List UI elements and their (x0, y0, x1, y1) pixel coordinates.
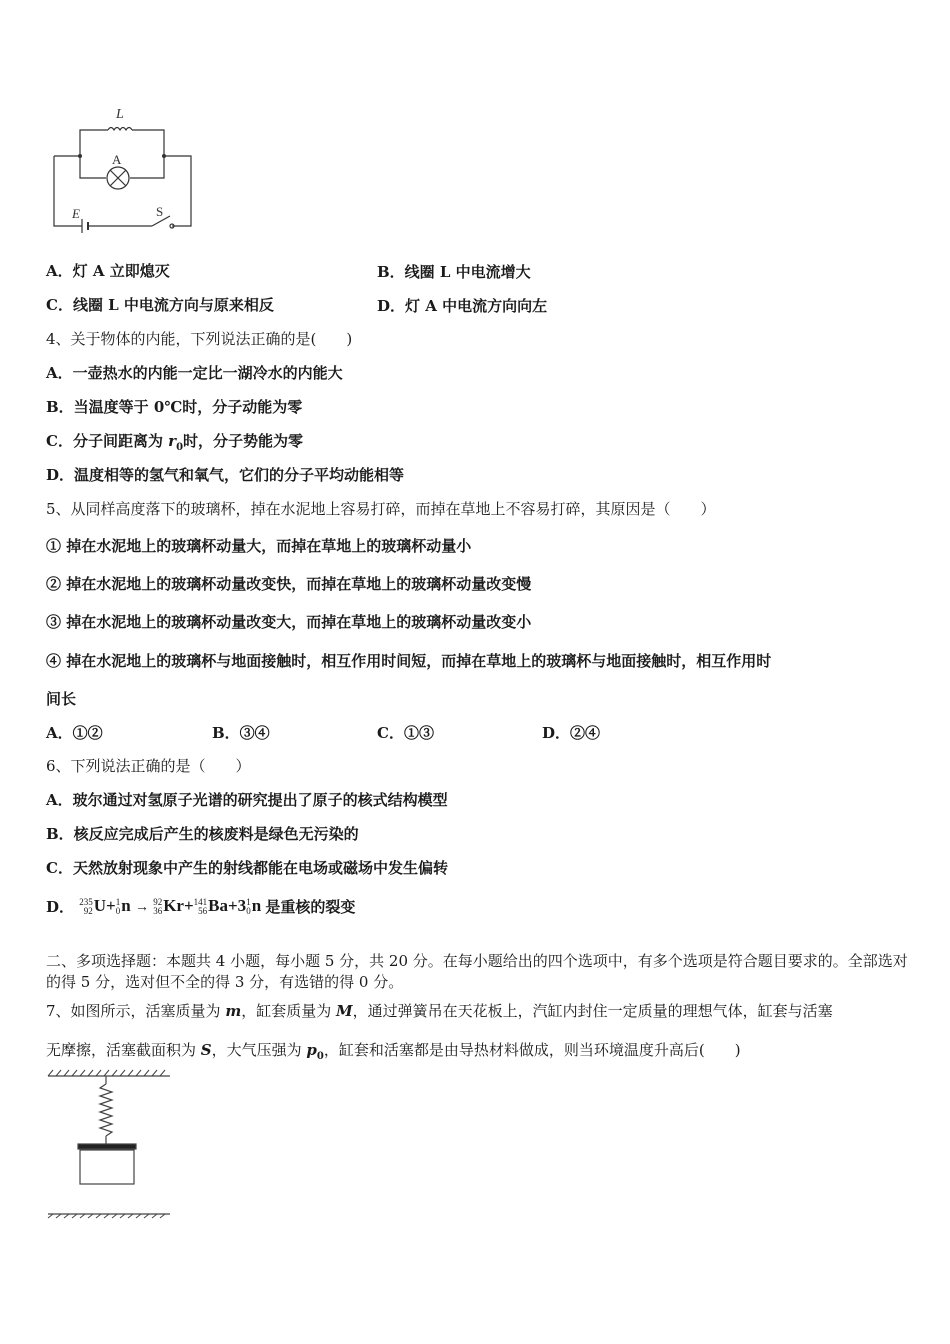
q5-option-d: D．②④ (542, 724, 601, 742)
q3-option-d: D．灯 A 中电流方向向左 (377, 297, 548, 315)
section-2-header: 二、多项选择题：本题共 4 小题，每小题 5 分，共 20 分。在每小题给出的四个选项中，有多个选项是符合题目要求的。全部选对的得 5 分，选对但不全的得 3 分，有选错的得 0 分。 (46, 952, 908, 991)
q6-option-a: A．玻尔通过对氢原子光谱的研究提出了原子的核式结构模型 (46, 791, 448, 809)
q6-option-b: B．核反应完成后产生的核废料是绿色无污染的 (46, 825, 359, 843)
q4-option-d: D．温度相等的氢气和氧气，它们的分子平均动能相等 (46, 466, 405, 484)
q3-option-a: A．灯 A 立即熄灭 (46, 262, 170, 280)
q4-option-b: B．当温度等于 0℃时，分子动能为零 (46, 398, 303, 416)
q5-options (0, 722, 950, 742)
q4-option-a: A．一壶热水的内能一定比一湖冷水的内能大 (46, 364, 343, 382)
label-L: L (116, 107, 124, 122)
q5-statement-1: ① 掉在水泥地上的玻璃杯动量大，而掉在草地上的玻璃杯动量小 (46, 537, 472, 555)
fission-equation: 235 92U+1 0n → 92 36Kr+141 56Ba+31 0n (79, 896, 262, 917)
q5-option-b: B．③④ (212, 724, 270, 742)
label-A: A (112, 152, 122, 167)
q4-stem: 4、关于物体的内能，下列说法正确的是( ) (46, 330, 353, 348)
q5-statement-3: ③ 掉在水泥地上的玻璃杯动量改变大，而掉在草地上的玻璃杯动量改变小 (46, 613, 532, 631)
q6-stem: 6、下列说法正确的是（ ） (46, 757, 251, 775)
q4-option-c: C．分子间距离为 $r_0$时，分子势能为零 (46, 432, 304, 453)
q7-stem-line2: 无摩擦，活塞截面积为 S，大气压强为 $p_0$，缸套和活塞都是由导热材料做成，则当环境温度升高后( ) (46, 1041, 741, 1062)
cylinder-diagram (44, 1068, 174, 1220)
q5-statement-2: ② 掉在水泥地上的玻璃杯动量改变快，而掉在草地上的玻璃杯动量改变慢 (46, 575, 532, 593)
q5-option-a: A．①② (46, 724, 103, 742)
q6-option-c: C．天然放射现象中产生的射线都能在电场或磁场中发生偏转 (46, 859, 448, 877)
q5-statement-4: ④ 掉在水泥地上的玻璃杯与地面接触时，相互作用时间短，而掉在草地上的玻璃杯与地面接触时，相互作用时 (46, 652, 772, 670)
q5-option-c: C．①③ (377, 724, 434, 742)
q5-stem: 5、从同样高度落下的玻璃杯，掉在水泥地上容易打碎，而掉在草地上不容易打碎，其原因是（ ） (46, 500, 716, 518)
circuit-diagram (46, 98, 206, 240)
q6-option-d: D． 235 92U+1 0n → 92 36Kr+141 56Ba+31 0n 是重核的裂变 (46, 896, 356, 917)
q3-option-c: C．线圈 L 中电流方向与原来相反 (46, 296, 274, 314)
label-E: E (72, 206, 80, 221)
label-S: S (156, 204, 164, 219)
q3-option-b: B．线圈 L 中电流增大 (377, 263, 531, 281)
q5-statement-4-cont: 间长 (46, 690, 77, 708)
q7-stem-line1: 7、如图所示，活塞质量为 m，缸套质量为 M，通过弹簧吊在天花板上，汽缸内封住一定质量的理想气体，缸套与活塞 (46, 1002, 833, 1020)
